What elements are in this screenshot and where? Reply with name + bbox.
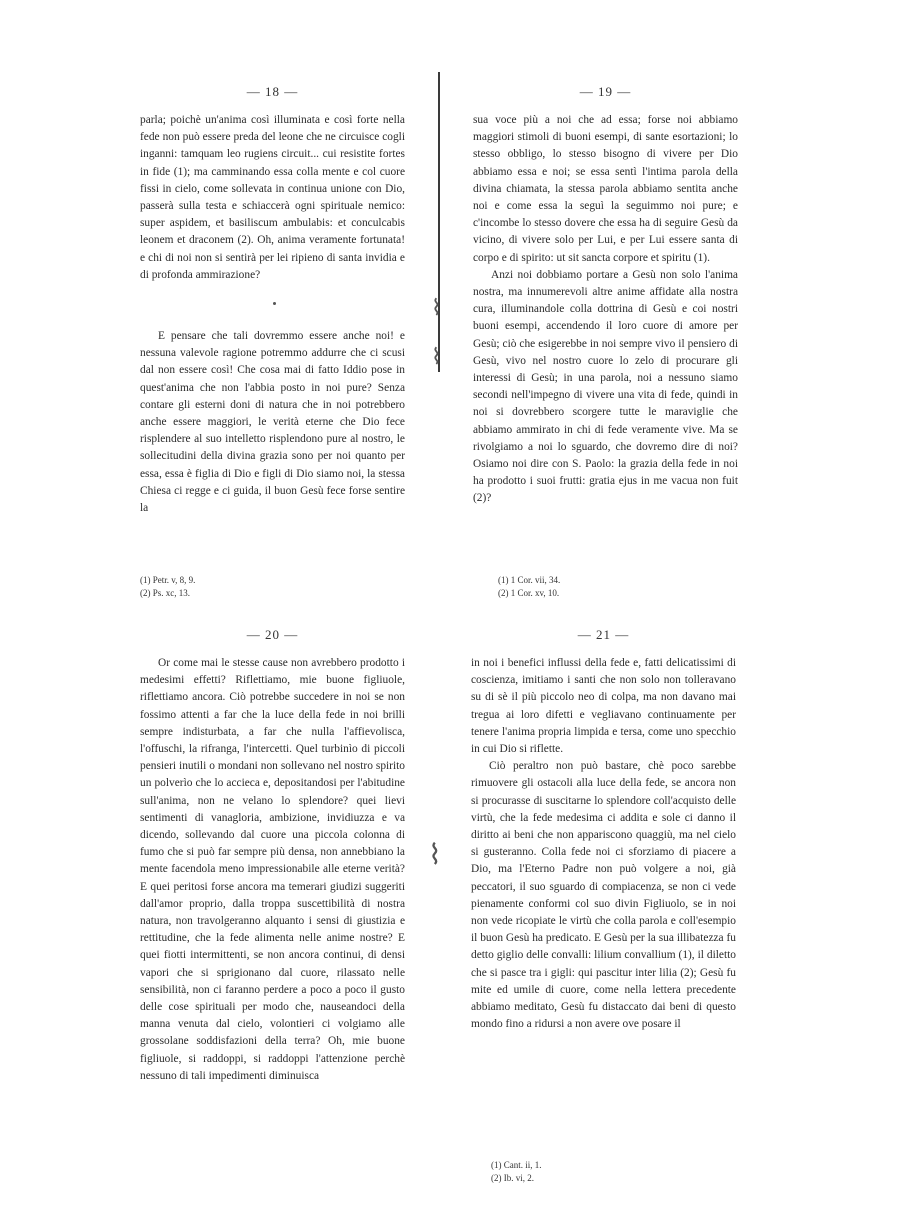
- paragraph: in noi i benefici influssi della fede e, fatti delicatissimi di coscienza, imitiamo i santi che non solo non tolleravano su di sè il più piccolo neo di colpa, ma non davano mai tregua ai loro difetti e vegliavano continuamente per tenere l'anima propria limpida e tersa, come uno specchio in cui Dio si riflette.: [471, 657, 736, 756]
- page-21: [471, 627, 736, 1183]
- binding-mark: ⌇: [431, 345, 442, 370]
- page-20: [140, 627, 405, 1085]
- paragraph: Anzi noi dobbiamo portare a Gesù non solo l'anima nostra, ma innumerevoli altre anime affidate alla nostra cura, illuminandole colla dottrina di Gesù e coi nostri buoni esempi, accendendo il loro cuore di amore per Gesù; ciò che esigerebbe in noi sempre vivo il pensiero di Gesù, vivo nel nostro cuore lo zelo di procurare gli interessi di Gesù; in una parola, noi a nessuno siamo secondi nell'impegno di vivere una vita di fede, quindi in noi si dovrebbero scorgere tutte le maraviglie che abbiamo ammirato in chi di fede veramente vive. Ma se rivolgiamo a noi lo sguardo, che dovremo dire di noi? Osiamo noi dire con S. Paolo: la grazia della fede in noi ha prodotto i suoi frutti: gratia ejus in me vacua non fuit (2)?: [473, 268, 738, 505]
- paragraph: sua voce più a noi che ad essa; forse noi abbiamo maggiori stimoli di buoni esempi, di sante esortazioni; lo stesso obbligo, lo stesso bisogno di vivere per Dio abbiamo essa e noi; se essa sentì l'intima parola della divina chiamata, la stessa parola abbiamo sentita anche noi e come essa la seguì la seguimmo noi pure; e c'incombe lo stesso dovere che essa ha di seguire Gesù da vicino, di vivere solo per Lui, e per Lui essere santa di corpo e di spirito: ut sit sancta corpore et spiritu (1).: [473, 114, 738, 264]
- page-number: — 19 —: [579, 84, 632, 99]
- page-number: — 20 —: [246, 627, 299, 642]
- paragraph: Or come mai le stesse cause non avrebbero prodotto i medesimi effetti? Riflettiamo, mie buone figliuole, riflettiamo ancora. Ciò potrebbe succedere in noi se non fossimo attenti a far che la luce della fede in noi brilli sempre indisturbata, a far che nulla l'affievolisca, l'offuschi, la rifranga, l'intercetti. Quel turbinìo di piccoli pensieri inutili o mondani non sollevano nel nostro spirito un polverìo che lo accieca e, depositandosi per l'abitudine sull'anima, non ne velano lo splendore? quei lievi sentimenti di vanagloria, ambizione, invidiuzza e va dicendo, sollevando dal cuore una piccola colonna di fumo che si può far sempre più densa, non annebbiano la mente facendola meno impressionabile alle eterne verità? E quei peritosi forse ancora ma temerari giudizi suggeriti dall'amor proprio, dalla troppa suscettibilità di nostra natura, non travolgeranno alquanto i sensi di giustizia e rettitudine, che la fede alimenta nelle anime nostre? E quei fiotti intermittenti, se non ancora continui, di densi vapori che si sprigionano dal cuore, rilassato nelle sensibilità, non ci faranno perdere a poco a poco il gusto delle cose spirituali per modo che, nauseandoci della manna venuta dal cielo, volontieri ci volgiamo alle grossolane soddisfazioni della terra? Oh, mie buone figliuole, si raddoppi, si raddoppi l'attenzione perchè nessuno di tali impedimenti diminuisca: [140, 657, 405, 1082]
- binding-mark: ⌇: [431, 296, 442, 321]
- page-number: — 18 —: [246, 84, 299, 99]
- footnotes: [491, 1159, 542, 1185]
- binding-mark: ⌇: [428, 838, 442, 871]
- dot-ornament: [273, 302, 276, 305]
- page-number: — 21 —: [577, 627, 630, 642]
- footnote: (2) 1 Cor. xv, 10.: [498, 588, 560, 598]
- footnote: (1) Cant. ii, 1.: [491, 1160, 542, 1170]
- paragraph: Ciò peraltro non può bastare, chè poco sarebbe rimuovere gli ostacoli alla luce della fede, se ancora non si procurasse di suscitarne lo splendore coll'acquisto delle virtù, che la fede medesima ci addita e sole ci danno il diritto ai beni che non appariscono quaggiù, ma nel cielo si gusteranno. Colla fede noi ci sforziamo di piacere a Dio, ma l'Eterno Padre non può volgere a noi, già peccatori, il suo sguardo di compiacenza, se non ci vede pienamente conformi col suo divin Figliuolo, se in noi non vede ricopiate le virtù che colla parola e coll'esempio il buon Gesù ha predicato. E Gesù per la sua illibatezza fu detto giglio delle convalli: lilium convallium (1), il diletto che si pasce tra i gigli: qui pascitur inter lilia (2); Gesù fu mite ed umile di cuore, come nella lettera precedente abbiamo meditato, Gesù fu distaccato dai beni di questo mondo fino a ridursi a non avere ove posare il: [471, 760, 736, 1031]
- section-break: [140, 284, 405, 328]
- footnotes: [140, 574, 195, 600]
- binding-line: [438, 72, 440, 372]
- footnote: (2) Ps. xc, 13.: [140, 588, 190, 598]
- page-19: [473, 84, 738, 598]
- footnote: (1) 1 Cor. vii, 34.: [498, 575, 561, 585]
- footnote: (2) Ib. vi, 2.: [491, 1173, 534, 1183]
- paragraph: E pensare che tali dovremmo essere anche noi! e nessuna valevole ragione potremmo addurre che ci scusi dal non essere così! Che cosa mai di fatto Iddio pose in quest'anima che non l'abbia posto in noi pure? Senza contare gli esterni doni di natura che in noi potrebbero anche essere maggiori, le verità eterne che Dio fece risplendere al suo intelletto risplendono pure al nostro, le sollecitudini della divina grazia sono per noi quanto per essa, essa è figlia di Dio e figli di Dio siamo noi, la stessa Chiesa ci regge e ci guida, il buon Gesù fece forse sentire la: [140, 330, 405, 515]
- footnotes: [498, 574, 560, 600]
- page-18: [140, 84, 405, 598]
- paragraph: parla; poichè un'anima così illuminata e così forte nella fede non può essere preda del leone che ne circuisce cogli inganni: tamquam leo rugiens circuit... cui resistite fortes in fide (1); ma camminando essa colla mente e col cuore fissi in cielo, come sollevata in continua unione con Dio, passerà sulla testa e schiaccerà ogni spirituale nemico: super aspidem, et basiliscum ambulabis: et conculcabis leonem et draconem (2). Oh, anima veramente fortunata! e chi di noi non si sentirà per lei ripieno di santa invidia e di profonda ammirazione?: [140, 114, 405, 281]
- footnote: (1) Petr. v, 8, 9.: [140, 575, 196, 585]
